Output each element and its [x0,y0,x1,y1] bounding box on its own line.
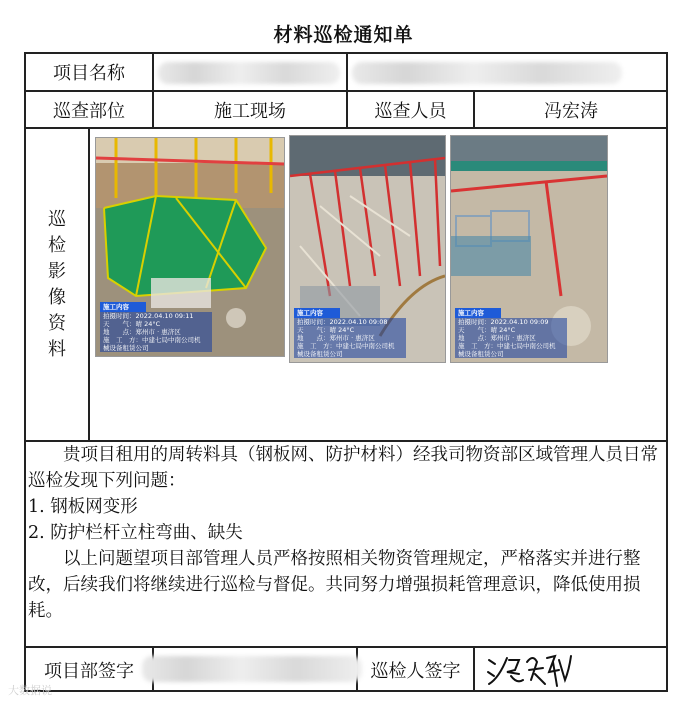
corner-watermark: 大数据说 [8,684,52,697]
patrol-dept-value: 施工现场 [214,100,286,122]
issue-item-2: 2. 防护栏杆立柱弯曲、缺失 [28,523,243,543]
photo-watermark: 施工内容 拍摄时间：2022.04.10 09:08 天 气：晴 24°C 地 点：郑州市 · 惠济区 施 工 方：中建七局中南公司机 械设备租赁公司 [294,308,406,358]
col-divider [473,646,475,692]
inspector-signature [485,650,575,690]
inspection-photo-1[interactable] [95,137,285,357]
redacted-project-name [158,62,340,84]
photo-watermark: 施工内容 拍摄时间：2022.04.10 09:09 天 气：晴 24°C 地 点：郑州市 · 惠济区 施 工 方：中建七局中南公司机 械设备租赁公司 [455,308,567,358]
col-divider [88,127,90,441]
images-label: 巡检影像资料 [48,209,66,360]
document-title: 材料巡检通知单 [273,24,414,46]
inspection-photo-3[interactable] [450,135,608,363]
notice-body [28,442,658,624]
inspection-photo-2[interactable] [289,135,446,363]
project-sign-label: 项目部签字 [44,661,134,682]
redacted-project-name [352,62,622,84]
redacted-project-signature [142,656,362,682]
patrol-dept-label: 巡查部位 [53,100,125,122]
patrol-person-label: 巡查人员 [374,100,447,122]
notice-paragraph-1: 贵项目租用的周转料具（钢板网、防护材料）经我司物资部区域管理人员日常巡检发现下列问题： [28,445,658,491]
patrol-person-value: 冯宏涛 [544,100,598,122]
photo-watermark: 施工内容 拍摄时间：2022.04.10 09:11 天 气：晴 24°C 地 点：郑州市 · 惠济区 施 工 方：中建七局中南公司机 械设备租赁公司 [100,302,212,352]
issue-item-1: 1. 钢板网变形 [28,497,138,517]
project-name-label: 项目名称 [53,63,125,84]
notice-paragraph-2: 以上问题望项目部管理人员严格按照相关物资管理规定，严格落实并进行整改，后续我们将继续进行巡检与督促。共同努力增强损耗管理意识，降低使用损耗。 [28,549,641,621]
inspector-sign-label: 巡检人签字 [370,661,461,682]
